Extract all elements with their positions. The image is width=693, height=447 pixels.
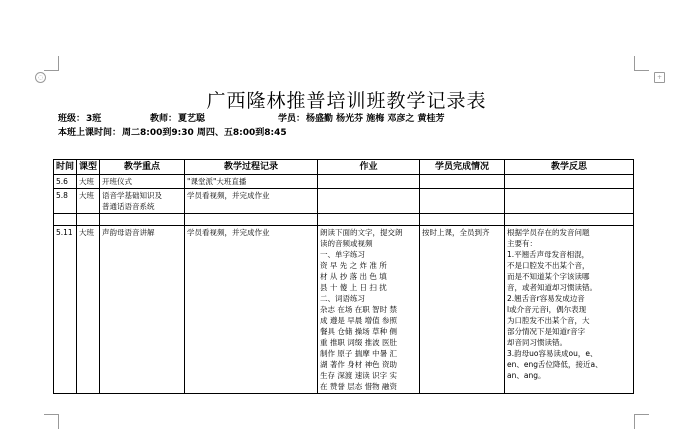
cell-line: 音，或者知道却习惯读错。 [507,283,597,292]
cell-line: 1.平翘舌声母发音相混， [507,250,590,259]
cell-line: 重 推职 词缀 推波 医肚 [320,338,398,347]
document-title: 广西隆林推普培训班教学记录表 [206,90,487,112]
cell-focus [100,226,185,394]
cell-line: 制作 原子 揣摩 中暑 汇 [320,349,398,358]
students-label: 学员： [278,114,306,124]
cell-line: 声韵母语音讲解 [102,228,155,237]
expand-icon[interactable]: + [654,72,665,83]
table-row [54,214,634,226]
cell-line: 主要有： [507,239,537,248]
cell-line: 材 从 抄 落 出 色 填 [320,272,387,281]
cell-process [185,226,318,394]
cell-empty [100,214,185,226]
cell-process [185,189,318,214]
header-homework: 作业 [318,160,420,175]
cell-empty [185,214,318,226]
teacher-value: 夏艺聪 [178,114,206,124]
cell-homework [318,175,420,189]
crop-mark-top-left [44,56,59,71]
students-value: 杨盛勤 杨光芬 施梅 邓彦之 黄桂芳 [306,114,445,124]
cell-time: 5.11 [54,226,77,394]
cell-line: 资 早 先 之 炸 准 所 [320,261,387,270]
teaching-record-table [53,159,634,394]
cell-line: 成 遵是 早晨 增值 参照 [320,316,398,325]
table-header-row [54,160,634,175]
cell-homework [318,189,420,214]
cell-line: 学员看视频，并完成作业 [187,228,270,237]
cell-time: 5.6 [54,175,77,189]
cell-homework [318,226,420,394]
cell-line: 学员看视频，并完成作业 [187,191,270,200]
cell-line: 餐具 仓储 操场 草种 侧 [320,327,398,336]
crop-mark-bottom-left [44,414,59,429]
cell-line: 部分情况下是知道r音字 [507,327,586,336]
cell-line: 而是不知道某个字该读哪 [507,272,590,281]
header-type: 课型 [77,160,100,175]
cell-reflection [505,175,634,189]
cell-completion [420,189,505,214]
header-process: 教学过程记录 [185,160,318,175]
cell-completion [420,226,505,394]
schedule-value: 周二8:00到9:30 周四、五8:00到8:45 [122,128,287,138]
cell-empty [420,214,505,226]
cell-focus [100,175,185,189]
cell-reflection [505,226,634,394]
crop-mark-top-right [634,56,649,71]
cell-line: 在 赞誉 层态 惜物 融资 [320,382,398,391]
cell-process [185,175,318,189]
cell-line: "课堂派"大班直播 [187,177,247,186]
cell-line: 2.翘舌音r容易发成边音 [507,294,585,303]
header-focus: 教学重点 [100,160,185,175]
cell-line: 语音学基础知识及 [102,191,162,200]
cell-completion [420,175,505,189]
cell-reflection [505,189,634,214]
table-row [54,226,634,394]
cell-line: 杂志 在场 在职 智时 禁 [320,305,398,314]
class-value: 3班 [86,114,102,124]
cell-empty [54,214,77,226]
cell-line: 不是口腔发不出某个音， [507,261,590,270]
header-reflection: 教学反思 [505,160,634,175]
header-completion: 学员完成情况 [420,160,505,175]
cell-focus [100,189,185,214]
cell-line: 普通话语音系统 [102,202,155,211]
cell-line: 生存 深渡 速读 识字 实 [320,371,398,380]
cell-line: 县 十 傻 上 日 扫 扰 [320,283,387,292]
cell-empty [318,214,420,226]
table-row [54,189,634,214]
cell-type: 大班 [77,226,100,394]
cell-line: 读的音频或视频 [320,239,373,248]
cell-empty [505,214,634,226]
header-time: 时间 [54,160,77,175]
cell-line: en、eng舌位降低，接近a、 [507,360,603,369]
crop-mark-bottom-right [634,414,649,429]
teacher-label: 教师： [150,114,178,124]
cell-line: 根据学员存在的发音问题 [507,228,590,237]
cell-line: 却音同习惯读错。 [507,338,567,347]
comment-icon[interactable]: ◌ [35,72,46,83]
cell-line: 按时上课，全员到齐 [422,228,490,237]
cell-line: 一、单字练习 [320,250,365,259]
cell-type: 大班 [77,175,100,189]
cell-line: l或介音元音i，偶尔表现 [507,305,587,314]
cell-time: 5.8 [54,189,77,214]
cell-empty [77,214,100,226]
class-label: 班级： [58,114,86,124]
cell-type: 大班 [77,189,100,214]
schedule-label: 本班上课时间： [58,128,122,138]
table-row [54,175,634,189]
cell-line: 二、词语练习 [320,294,365,303]
cell-line: 3.韵母uo容易读成ou，e、 [507,349,598,358]
cell-line: an、ang。 [507,371,546,380]
cell-line: 为口腔发不出某个音，大 [507,316,590,325]
cell-line: 开班仪式 [102,177,132,186]
cell-line: 湖 著作 身材 神色 资助 [320,360,398,369]
cell-line: 朗读下面的文字，提交朗 [320,228,403,237]
